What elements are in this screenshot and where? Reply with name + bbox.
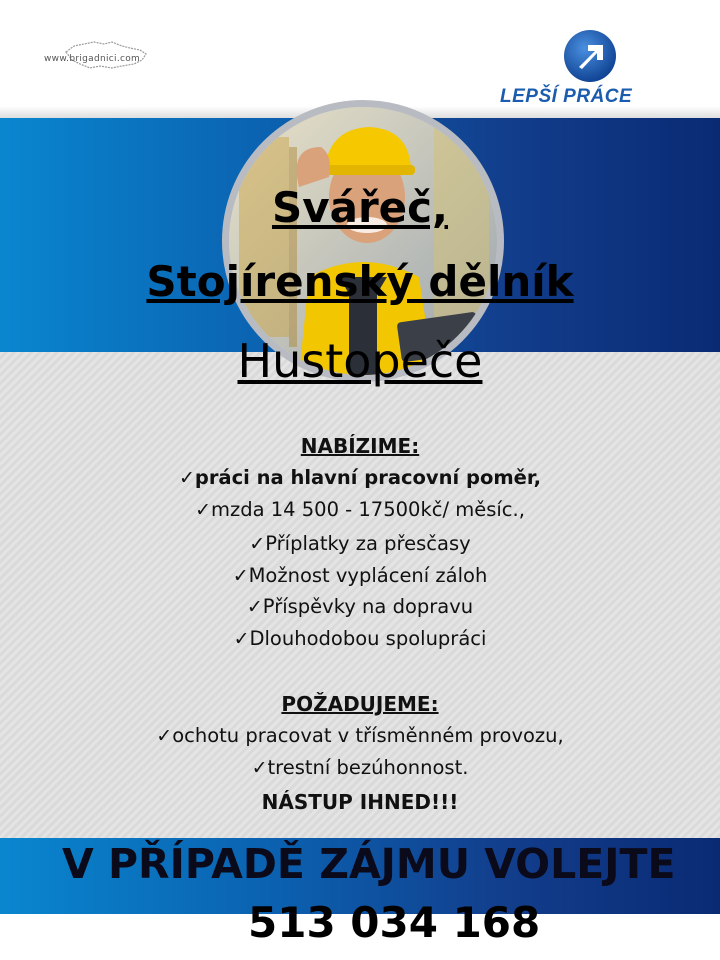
- requirement-item: ✓trestní bezúhonnost.: [251, 756, 469, 779]
- check-icon: ✓: [178, 467, 195, 489]
- offer-item: ✓Možnost vyplácení záloh: [232, 564, 488, 587]
- arrow-circle-icon: [562, 28, 618, 84]
- lepsi-prace-logo: [498, 28, 682, 108]
- check-icon: ✓: [249, 533, 266, 555]
- requirements-heading: POŽADUJEME:: [281, 692, 439, 716]
- offer-item: ✓mzda 14 500 - 17500kč/ měsíc.,: [195, 498, 525, 521]
- offer-item: ✓práci na hlavní pracovní poměr,: [178, 466, 542, 489]
- start-note: NÁSTUP IHNED!!!: [261, 790, 459, 814]
- check-icon: ✓: [233, 628, 250, 650]
- job-location: Hustopeče: [237, 334, 483, 388]
- job-title-machinery-worker: Stojírenský dělník: [146, 257, 574, 306]
- job-title-welder: Svářeč,: [271, 183, 449, 232]
- check-icon: ✓: [195, 499, 211, 521]
- offer-item: ✓Příplatky za přesčasy: [249, 532, 471, 555]
- brand-url: www.brigadnici.com: [44, 54, 141, 64]
- phone-number[interactable]: 513 034 168: [248, 898, 541, 947]
- call-to-action: V PŘÍPADĚ ZÁJMU VOLEJTE: [62, 840, 676, 888]
- offer-item: ✓Dlouhodobou spolupráci: [233, 627, 487, 650]
- check-icon: ✓: [246, 596, 263, 618]
- check-icon: ✓: [232, 565, 249, 587]
- offer-item: ✓Příspěvky na dopravu: [246, 595, 474, 618]
- requirement-item: ✓ochotu pracovat v třísměnném provozu,: [156, 724, 564, 747]
- offer-heading: NABÍZIME:: [300, 434, 420, 458]
- logo-wordmark: LEPŠÍ PRÁCE: [500, 86, 633, 107]
- check-icon: ✓: [251, 757, 268, 779]
- brigadnici-logo: [44, 38, 164, 78]
- check-icon: ✓: [156, 725, 173, 747]
